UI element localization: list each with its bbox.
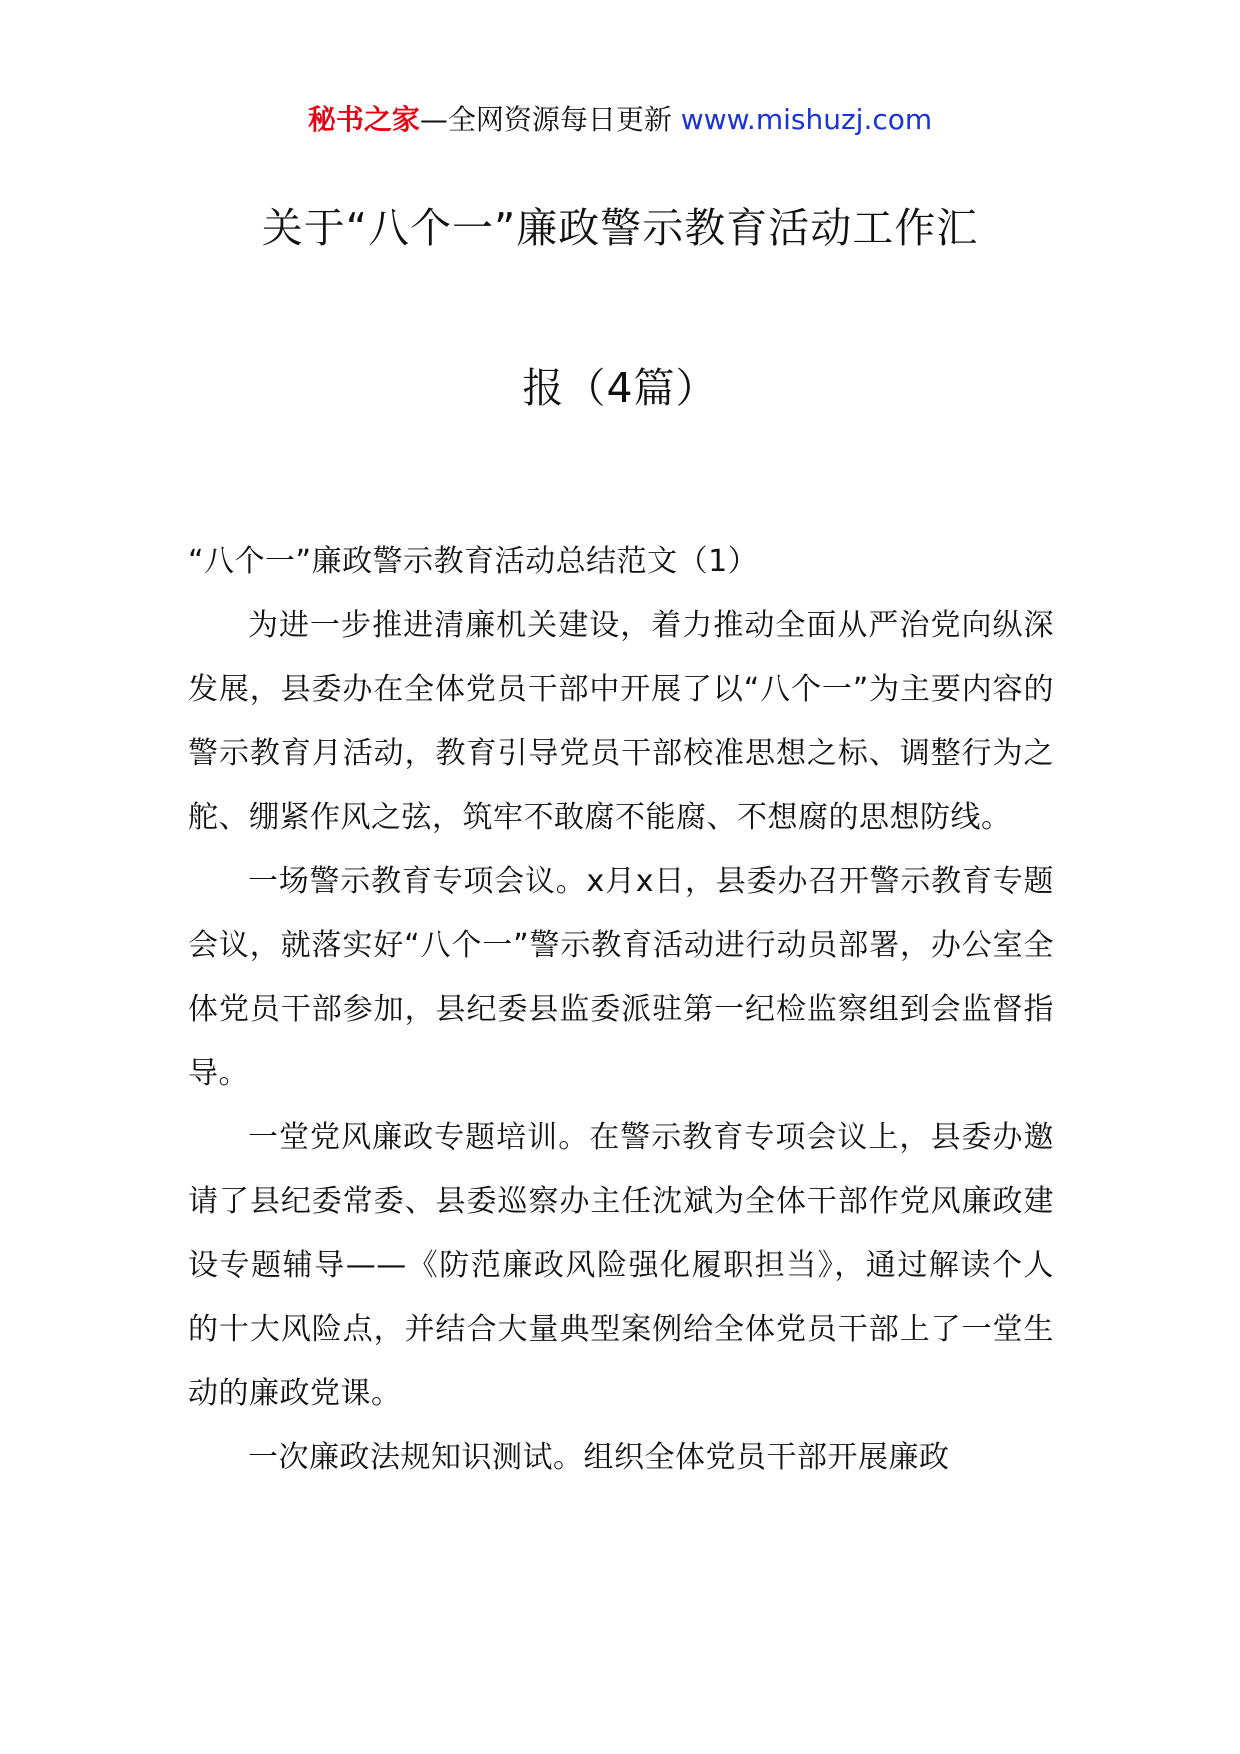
section-heading: “八个一”廉政警示教育活动总结范文（1） [188,544,759,579]
document-body [188,530,1054,1490]
header-tagline: —全网资源每日更新 [419,103,672,136]
brand-name: 秘书之家 [307,103,420,136]
document-title-line-2: 报（4篇） [522,364,718,412]
body-paragraph-4: 一次廉政法规知识测试。组织全体党员干部开展廉政 [248,1440,950,1475]
body-paragraph-1: 为进一步推进清廉机关建设，着力推动全面从严治党向纵深发展，县委办在全体党员干部中开展了以“八个一”为主要内容的警示教育月活动，教育引导党员干部校准思想之标、调整行为之舵、绷紧作风之弦，筑牢不敢腐不能腐、不想腐的思想防线。 [188,608,1054,835]
body-paragraph-2: 一场警示教育专项会议。x月x日，县委办召开警示教育专题会议，就落实好“八个一”警示教育活动进行动员部署，办公室全体党员干部参加，县纪委县监委派驻第一纪检监察组到会监督指导。 [188,864,1054,1091]
body-paragraph-3: 一堂党风廉政专题培训。在警示教育专项会议上，县委办邀请了县纪委常委、县委巡察办主任沈斌为全体干部作党风廉政建设专题辅导——《防范廉政风险强化履职担当》，通过解读个人的十大风险点，并结合大量典型案例给全体党员干部上了一堂生动的廉政党课。 [188,1120,1054,1411]
site-header [0,100,1240,140]
site-url-link[interactable]: www.mishuzj.com [680,103,933,136]
document-title-line-1: 关于“八个一”廉政警示教育活动工作汇 [261,204,979,252]
